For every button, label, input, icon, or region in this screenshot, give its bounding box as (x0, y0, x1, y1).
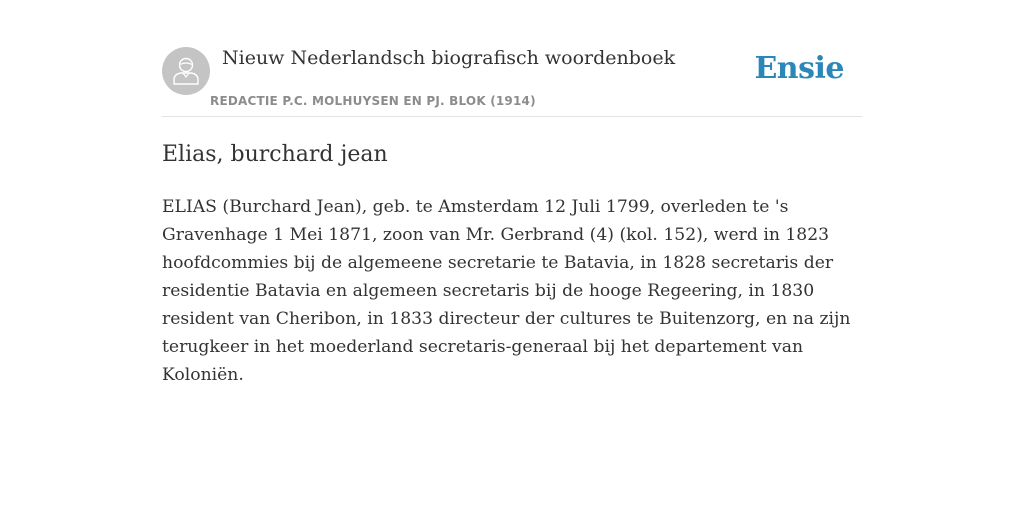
source-title[interactable]: Nieuw Nederlandsch biografisch woordenboek (222, 47, 676, 69)
source-header (162, 0, 862, 117)
entry-title: Elias, burchard jean (162, 142, 388, 167)
user-icon (172, 56, 200, 86)
ensie-logo[interactable]: Ensie (754, 51, 844, 86)
source-editors: REDACTIE P.C. MOLHUYSEN EN PJ. BLOK (1914) (210, 94, 536, 108)
entry-body: ELIAS (Burchard Jean), geb. te Amsterdam 12 Juli 1799, overleden te 's Gravenhage 1 Mei 1871, zoon van Mr. Gerbrand (4) (kol. 152), werd in 1823 hoofdcommies bij de algemeene secretarie te Batavia, in 1828 secretaris der residentie Batavia en algemeen secretaris bij de hooge Regeering, in 1830 resident van Cheribon, in 1833 directeur der cultures te Buitenzorg, en na zijn terugkeer in het moederland secretaris-generaal bij het departement van Koloniën. (162, 197, 851, 385)
avatar (162, 47, 210, 95)
page-container (162, 0, 862, 385)
